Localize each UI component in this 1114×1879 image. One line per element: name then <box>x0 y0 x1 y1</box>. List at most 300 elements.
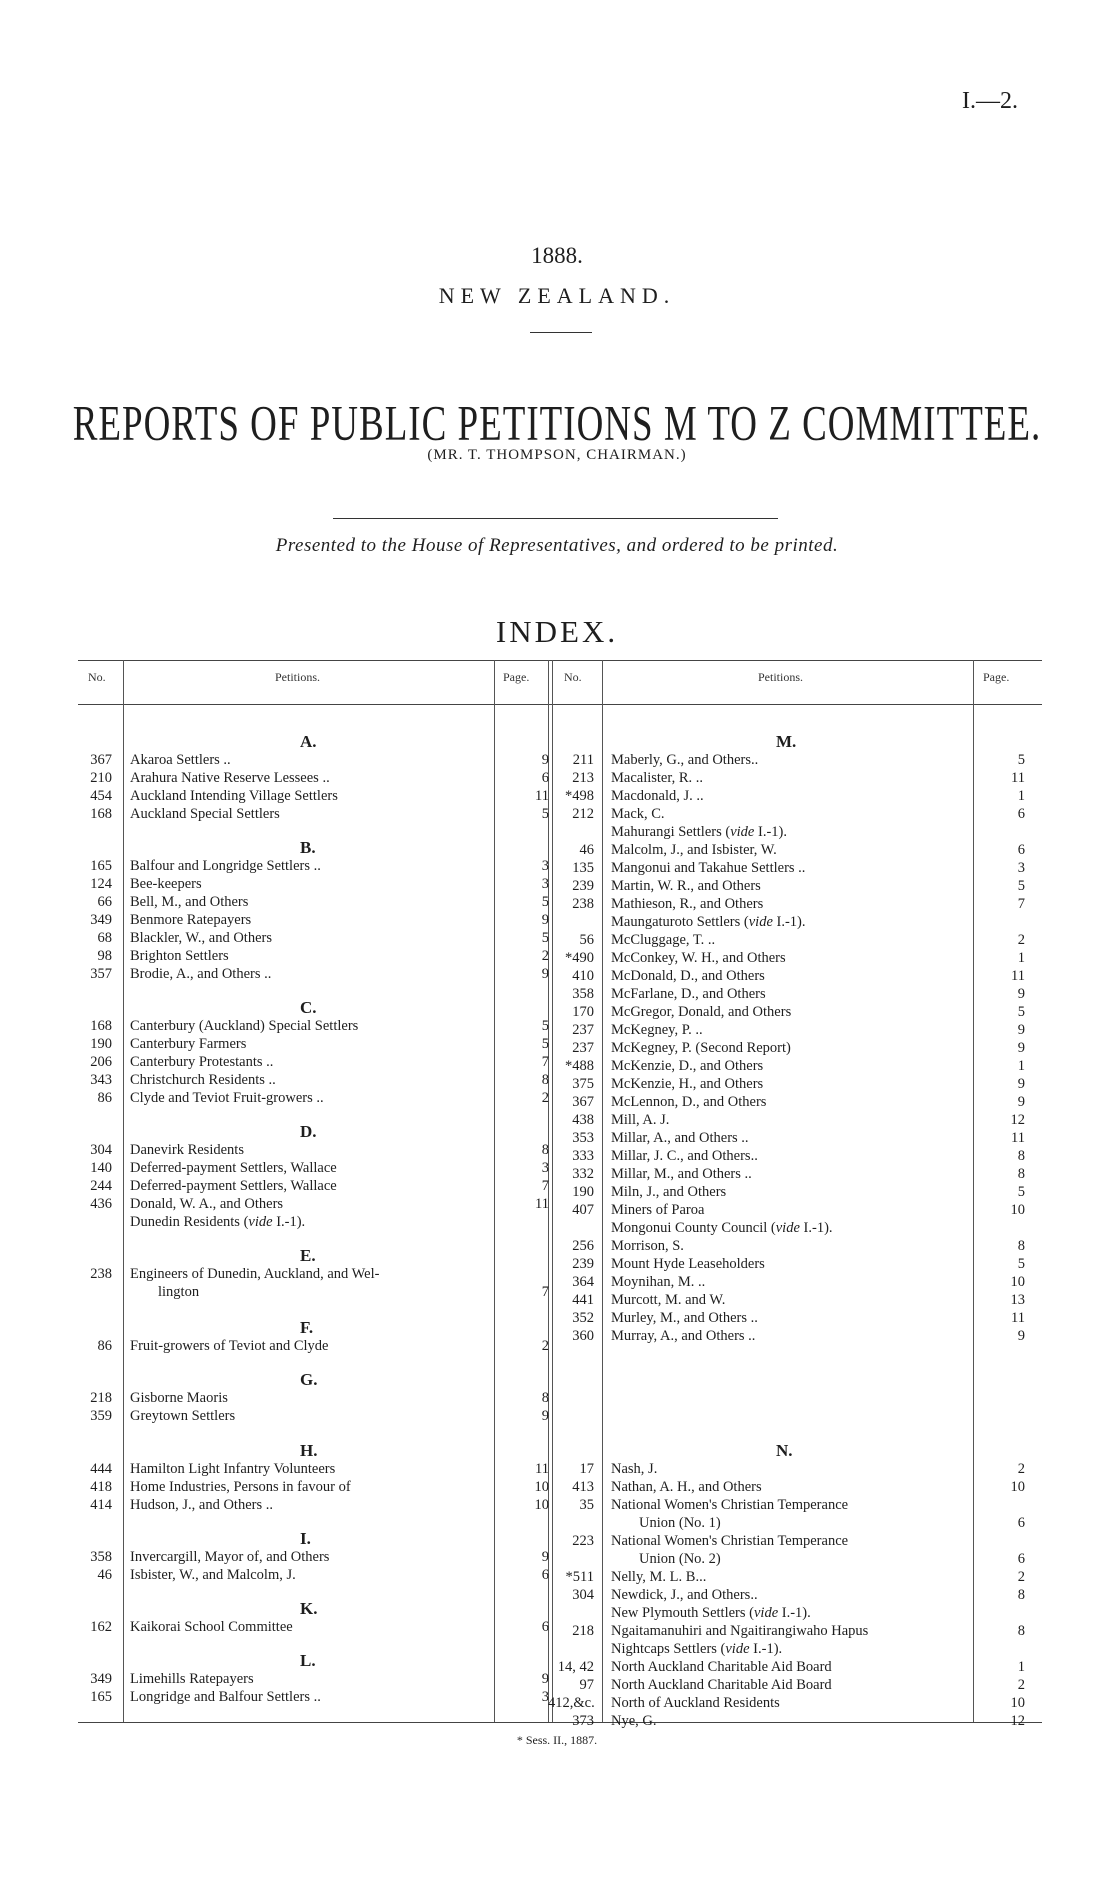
petition-number: 237 <box>572 1040 594 1056</box>
divider <box>530 332 592 333</box>
index-row <box>548 1201 1025 1219</box>
index-row <box>548 1460 1025 1478</box>
index-row <box>72 1159 549 1177</box>
petitioner-name: Limehills Ratepayers <box>130 1671 254 1687</box>
index-row <box>548 751 1025 769</box>
index-row <box>548 1712 1025 1730</box>
petitioner-name: McConkey, W. H., and Others <box>611 950 786 966</box>
page-number: 2 <box>1017 1569 1025 1585</box>
index-row <box>72 1017 549 1035</box>
page-number: 5 <box>1017 1256 1025 1272</box>
petition-number: 46 <box>579 842 594 858</box>
petitioner-name: Canterbury Protestants .. <box>130 1054 274 1070</box>
petitioner-name: lington <box>158 1284 200 1300</box>
section-letter: D. <box>300 1122 317 1141</box>
index-row <box>548 805 1025 823</box>
page-number: 10 <box>534 1497 549 1513</box>
petition-number: 444 <box>90 1461 112 1477</box>
index-row <box>548 1640 1018 1658</box>
petition-number: *511 <box>565 1569 594 1585</box>
petition-number: 68 <box>97 930 112 946</box>
page-number: 11 <box>1011 1310 1025 1326</box>
petitioner-name: Miners of Paroa <box>611 1202 705 1218</box>
index-row <box>548 913 1018 931</box>
header-no: No. <box>88 670 106 684</box>
page-reference: I.—2. <box>962 88 1018 114</box>
petition-number: 17 <box>579 1461 594 1477</box>
index-row <box>548 967 1025 985</box>
page-number: 2 <box>541 1090 549 1106</box>
header-page: Page. <box>983 670 1010 684</box>
page-number: 9 <box>541 1408 549 1424</box>
index-row <box>548 1039 1025 1057</box>
petitioner-name: Balfour and Longridge Settlers .. <box>130 858 321 874</box>
petitioner-name: North of Auckland Residents <box>611 1695 780 1711</box>
page-number: 7 <box>541 1284 549 1300</box>
index-row <box>72 1265 542 1283</box>
petition-number: 367 <box>90 752 112 768</box>
index-row <box>72 893 549 911</box>
petitioner-name: McKegney, P. (Second Report) <box>611 1040 791 1056</box>
page-number: 1 <box>1017 1058 1025 1074</box>
page-number: 9 <box>541 1671 549 1687</box>
index-row <box>72 857 549 875</box>
petition-number: 14, 42 <box>557 1659 594 1675</box>
petitioner-name: Miln, J., and Others <box>611 1184 727 1200</box>
index-row <box>548 1496 1018 1514</box>
petition-number: 168 <box>90 806 112 822</box>
page-number: 3 <box>1017 860 1025 876</box>
index-row <box>72 1548 549 1566</box>
petition-number: 56 <box>579 932 594 948</box>
petition-number: 239 <box>572 1256 594 1272</box>
petitioner-name: Mathieson, R., and Others <box>611 896 764 912</box>
petition-number: 352 <box>572 1310 594 1326</box>
page-number: 5 <box>541 806 549 822</box>
petition-number: 359 <box>90 1408 112 1424</box>
page-number: 1 <box>1017 788 1025 804</box>
petition-number: 413 <box>572 1479 594 1495</box>
petition-number: 304 <box>572 1587 594 1603</box>
petitioner-name: Longridge and Balfour Settlers .. <box>130 1689 321 1705</box>
index-row <box>548 877 1025 895</box>
petition-number: 97 <box>579 1677 594 1693</box>
petition-number: 436 <box>90 1196 112 1212</box>
index-row <box>548 1075 1025 1093</box>
index-row <box>548 1327 1025 1345</box>
petition-number: 357 <box>90 966 112 982</box>
index-row <box>548 1237 1025 1255</box>
index-row <box>548 823 1018 841</box>
presented-line: Presented to the House of Representatives, and ordered to be printed. <box>275 535 839 556</box>
index-row <box>72 805 549 823</box>
petitioner-name: Millar, M., and Others .. <box>611 1166 752 1182</box>
section-letter: E. <box>300 1246 316 1265</box>
page-number: 10 <box>1010 1695 1025 1711</box>
petitioner-name: Murley, M., and Others .. <box>611 1310 758 1326</box>
petition-number: 441 <box>572 1292 594 1308</box>
index-row <box>548 1147 1025 1165</box>
petitioner-name: Martin, W. R., and Others <box>611 878 761 894</box>
petitioner-name: Morrison, S. <box>611 1238 684 1254</box>
header-petitions: Petitions. <box>758 670 804 684</box>
petitioner-name: McLennon, D., and Others <box>611 1094 767 1110</box>
petitioner-name: Murray, A., and Others .. <box>611 1328 756 1344</box>
petition-number: 212 <box>572 806 594 822</box>
petitioner-name: McFarlane, D., and Others <box>611 986 766 1002</box>
petitioner-name: National Women's Christian Temperance <box>611 1497 849 1513</box>
page-number: 9 <box>1017 1328 1025 1344</box>
page-number: 1 <box>1017 1659 1025 1675</box>
section-letter: H. <box>300 1441 318 1460</box>
table-header-rule <box>78 704 1042 705</box>
petition-number: 86 <box>97 1338 112 1354</box>
index-row <box>72 1566 549 1584</box>
petitioner-name: Christchurch Residents .. <box>130 1072 276 1088</box>
index-row <box>548 1694 1025 1712</box>
petition-number: 238 <box>90 1266 112 1282</box>
section-letter: L. <box>300 1651 316 1670</box>
index-row <box>72 1618 549 1636</box>
petitioner-name: Akaroa Settlers .. <box>130 752 231 768</box>
index-row <box>72 1213 542 1231</box>
petition-number: 343 <box>90 1072 112 1088</box>
petitioner-name: Mount Hyde Leaseholders <box>611 1256 765 1272</box>
index-row <box>72 787 549 805</box>
footnote: * Sess. II., 1887. <box>516 1733 598 1747</box>
page-number: 9 <box>1017 1022 1025 1038</box>
petition-number: 412,&c. <box>548 1695 595 1711</box>
page-number: 5 <box>541 1018 549 1034</box>
page-number: 12 <box>1010 1713 1025 1729</box>
petition-number: 349 <box>90 912 112 928</box>
petitioner-name: Deferred-payment Settlers, Wallace <box>130 1178 337 1194</box>
petitioner-name: Gisborne Maoris <box>130 1390 228 1406</box>
page-number: 2 <box>1017 932 1025 948</box>
petition-number: 190 <box>572 1184 594 1200</box>
index-row <box>72 1071 549 1089</box>
chairman-line: (MR. T. THOMPSON, CHAIRMAN.) <box>427 447 687 463</box>
index-row <box>72 875 549 893</box>
page-number: 6 <box>1017 1551 1025 1567</box>
index-row <box>72 929 549 947</box>
petitioner-name: Nye, G. <box>611 1713 657 1729</box>
page-number: 5 <box>541 894 549 910</box>
petition-number: 239 <box>572 878 594 894</box>
section-letter: C. <box>300 998 317 1017</box>
page-number: 9 <box>541 752 549 768</box>
index-row <box>72 751 549 769</box>
section-letter: M. <box>776 732 797 751</box>
petition-number: 256 <box>572 1238 594 1254</box>
index-row <box>548 1111 1025 1129</box>
petition-number: 438 <box>572 1112 594 1128</box>
petitioner-name: Hudson, J., and Others .. <box>130 1497 273 1513</box>
header-petitions: Petitions. <box>275 670 321 684</box>
petitioner-name: Brighton Settlers <box>130 948 229 964</box>
page-number: 11 <box>535 1196 549 1212</box>
petition-number: 124 <box>90 876 112 892</box>
index-row <box>72 1496 549 1514</box>
page-number: 11 <box>535 1461 549 1477</box>
page-number: 8 <box>541 1142 549 1158</box>
page-number: 8 <box>1017 1623 1025 1639</box>
index-row <box>548 1532 1018 1550</box>
page-number: 5 <box>1017 752 1025 768</box>
page-number: 8 <box>541 1390 549 1406</box>
petitioner-name: Bee-keepers <box>130 876 202 892</box>
petition-number: 244 <box>90 1178 112 1194</box>
section-letter: F. <box>300 1318 314 1337</box>
index-row <box>548 1129 1025 1147</box>
petition-number: 165 <box>90 858 112 874</box>
petitioner-name: Maungaturoto Settlers (vide I.-1). <box>611 914 806 930</box>
index-row <box>72 1478 549 1496</box>
petition-number: 46 <box>97 1567 112 1583</box>
index-row <box>548 1568 1025 1586</box>
page-number: 9 <box>541 912 549 928</box>
petitioner-name: Millar, J. C., and Others.. <box>611 1148 758 1164</box>
index-row <box>72 1670 549 1688</box>
petition-number: 454 <box>90 788 112 804</box>
page-number: 10 <box>534 1479 549 1495</box>
index-row <box>548 931 1025 949</box>
petitioner-name: Invercargill, Mayor of, and Others <box>130 1549 330 1565</box>
petitioner-name: Isbister, W., and Malcolm, J. <box>130 1567 296 1583</box>
petition-number: 332 <box>572 1166 594 1182</box>
page-number: 10 <box>1010 1202 1025 1218</box>
page-number: 8 <box>1017 1166 1025 1182</box>
petitioner-name: McKenzie, H., and Others <box>611 1076 764 1092</box>
petition-number: 349 <box>90 1671 112 1687</box>
petition-number: 206 <box>90 1054 112 1070</box>
page-number: 9 <box>1017 1040 1025 1056</box>
petition-number: 238 <box>572 896 594 912</box>
page-number: 9 <box>1017 1094 1025 1110</box>
petitioner-name: Hamilton Light Infantry Volunteers <box>130 1461 336 1477</box>
petition-number: 218 <box>572 1623 594 1639</box>
petitioner-name: McKenzie, D., and Others <box>611 1058 764 1074</box>
petitioner-name: Blackler, W., and Others <box>130 930 272 946</box>
petitioner-name: Home Industries, Persons in favour of <box>130 1479 351 1495</box>
index-row <box>548 1057 1025 1075</box>
petitioner-name: Mack, C. <box>611 806 665 822</box>
index-row <box>548 1586 1025 1604</box>
index-row <box>72 1177 549 1195</box>
petition-number: 168 <box>90 1018 112 1034</box>
petition-number: 358 <box>572 986 594 1002</box>
index-row <box>548 1165 1025 1183</box>
page-number: 6 <box>1017 806 1025 822</box>
petitioner-name: Macalister, R. .. <box>611 770 704 786</box>
page-number: 6 <box>541 1619 549 1635</box>
index-row <box>548 1003 1025 1021</box>
petitioner-name: Brodie, A., and Others .. <box>130 966 272 982</box>
petitioner-name: McKegney, P. .. <box>611 1022 703 1038</box>
index-row <box>72 911 549 929</box>
index-row <box>548 1478 1025 1496</box>
index-row <box>548 1550 1025 1568</box>
index-row <box>72 769 549 787</box>
header-no: No. <box>564 670 582 684</box>
section-letter: N. <box>776 1441 793 1460</box>
index-row <box>548 1093 1025 1111</box>
header-page: Page. <box>503 670 530 684</box>
page-number: 12 <box>1010 1112 1025 1128</box>
petitioner-name: Greytown Settlers <box>130 1408 236 1424</box>
petitioner-name: North Auckland Charitable Aid Board <box>611 1659 832 1675</box>
petition-number: *490 <box>565 950 594 966</box>
petition-number: 360 <box>572 1328 594 1344</box>
index-row <box>548 1514 1025 1532</box>
index-row <box>72 1688 549 1706</box>
petitioner-name: Kaikorai School Committee <box>130 1619 293 1635</box>
index-row <box>72 1407 549 1425</box>
section-letter: K. <box>300 1599 318 1618</box>
petitioner-name: North Auckland Charitable Aid Board <box>611 1677 832 1693</box>
page-number: 3 <box>541 1160 549 1176</box>
petition-number: 218 <box>90 1390 112 1406</box>
page-number: 8 <box>1017 1587 1025 1603</box>
index-row <box>548 1309 1025 1327</box>
page-number: 2 <box>541 948 549 964</box>
petitioner-name: Nash, J. <box>611 1461 658 1477</box>
page-number: 11 <box>1011 1130 1025 1146</box>
petition-number: 98 <box>97 948 112 964</box>
page-number: 7 <box>1017 896 1025 912</box>
index-row <box>72 1035 549 1053</box>
index-row <box>548 949 1025 967</box>
page-number: 7 <box>541 1054 549 1070</box>
petition-number: 35 <box>579 1497 594 1513</box>
page-number: 7 <box>541 1178 549 1194</box>
page-number: 5 <box>541 930 549 946</box>
petitioner-name: Murcott, M. and W. <box>611 1292 726 1308</box>
petition-number: 162 <box>90 1619 112 1635</box>
petitioner-name: McCluggage, T. .. <box>611 932 716 948</box>
page-number: 2 <box>1017 1677 1025 1693</box>
petitioner-name: National Women's Christian Temperance <box>611 1533 849 1549</box>
page-number: 3 <box>541 876 549 892</box>
petitioner-name: Dunedin Residents (vide I.-1). <box>130 1214 306 1230</box>
page-number: 5 <box>1017 878 1025 894</box>
page-number: 2 <box>541 1338 549 1354</box>
petition-number: 358 <box>90 1549 112 1565</box>
section-letter: G. <box>300 1370 318 1389</box>
table-top-rule <box>78 660 1042 661</box>
petitioner-name: Millar, A., and Others .. <box>611 1130 749 1146</box>
section-letter: A. <box>300 732 317 751</box>
petitioner-name: New Plymouth Settlers (vide I.-1). <box>611 1605 811 1621</box>
page-number: 2 <box>1017 1461 1025 1477</box>
petitioner-name: Benmore Ratepayers <box>130 912 252 928</box>
index-row <box>548 859 1025 877</box>
index-row <box>72 1337 549 1355</box>
petitioner-name: Mill, A. J. <box>611 1112 670 1128</box>
page-number: 8 <box>541 1072 549 1088</box>
page-number: 9 <box>541 966 549 982</box>
index-row <box>548 1622 1025 1640</box>
page-number: 9 <box>1017 1076 1025 1092</box>
index-row <box>72 1089 549 1107</box>
year: 1888. <box>531 243 583 268</box>
petition-number: 364 <box>572 1274 594 1290</box>
petitioner-name: Union (No. 1) <box>639 1515 721 1531</box>
petitioner-name: Mangonui and Takahue Settlers .. <box>611 860 806 876</box>
petition-number: 86 <box>97 1090 112 1106</box>
report-title: REPORTS OF PUBLIC PETITIONS M TO Z COMMITTEE. <box>72 396 1042 452</box>
page-number: 6 <box>1017 1515 1025 1531</box>
petition-number: 210 <box>90 770 112 786</box>
index-row <box>548 1291 1025 1309</box>
page-number: 5 <box>1017 1004 1025 1020</box>
page-number: 3 <box>541 1689 549 1705</box>
petitioner-name: Canterbury Farmers <box>130 1036 247 1052</box>
page-number: 8 <box>1017 1148 1025 1164</box>
petition-number: 135 <box>572 860 594 876</box>
petition-number: 373 <box>572 1713 594 1729</box>
index-row <box>72 1053 549 1071</box>
petitioner-name: Nathan, A. H., and Others <box>611 1479 762 1495</box>
petitioner-name: Moynihan, M. .. <box>611 1274 706 1290</box>
index-row <box>72 1460 549 1478</box>
index-title: INDEX. <box>495 614 619 649</box>
index-row <box>548 841 1025 859</box>
page-number: 13 <box>1010 1292 1025 1308</box>
petitioner-name: Macdonald, J. .. <box>611 788 704 804</box>
index-row <box>548 1273 1025 1291</box>
index-row <box>548 1021 1025 1039</box>
petition-number: 304 <box>90 1142 112 1158</box>
petitioner-name: Mahurangi Settlers (vide I.-1). <box>611 824 787 840</box>
petition-number: 410 <box>572 968 594 984</box>
divider <box>333 518 778 519</box>
page-number: 9 <box>1017 986 1025 1002</box>
petition-number: 165 <box>90 1689 112 1705</box>
country: NEW ZEALAND. <box>438 283 676 308</box>
petitioner-name: Mongonui County Council (vide I.-1). <box>611 1220 833 1236</box>
page-number: 5 <box>541 1036 549 1052</box>
petition-number: 375 <box>572 1076 594 1092</box>
petitioner-name: Nightcaps Settlers (vide I.-1). <box>611 1641 783 1657</box>
index-row <box>548 1183 1025 1201</box>
index-row <box>548 1219 1018 1237</box>
petitioner-name: Danevirk Residents <box>130 1142 244 1158</box>
index-row <box>548 985 1025 1003</box>
page-number: 10 <box>1010 1479 1025 1495</box>
index-row <box>72 965 549 983</box>
page-number: 8 <box>1017 1238 1025 1254</box>
petition-number: 367 <box>572 1094 594 1110</box>
page-number: 10 <box>1010 1274 1025 1290</box>
page-number: 3 <box>541 858 549 874</box>
petitioner-name: Deferred-payment Settlers, Wallace <box>130 1160 337 1176</box>
petitioner-name: McGregor, Donald, and Others <box>611 1004 792 1020</box>
index-row <box>548 787 1025 805</box>
petitioner-name: Canterbury (Auckland) Special Settlers <box>130 1018 359 1034</box>
petition-number: 333 <box>572 1148 594 1164</box>
petitioner-name: Auckland Intending Village Settlers <box>130 788 338 804</box>
page-number: 5 <box>1017 1184 1025 1200</box>
index-row <box>548 1676 1025 1694</box>
petitioner-name: Ngaitamanuhiri and Ngaitirangiwaho Hapus <box>611 1623 869 1639</box>
index-row <box>548 769 1025 787</box>
page-number: 11 <box>1011 968 1025 984</box>
petition-number: 418 <box>90 1479 112 1495</box>
petitioner-name: McDonald, D., and Others <box>611 968 765 984</box>
page-number: 6 <box>1017 842 1025 858</box>
petition-number: *488 <box>565 1058 594 1074</box>
